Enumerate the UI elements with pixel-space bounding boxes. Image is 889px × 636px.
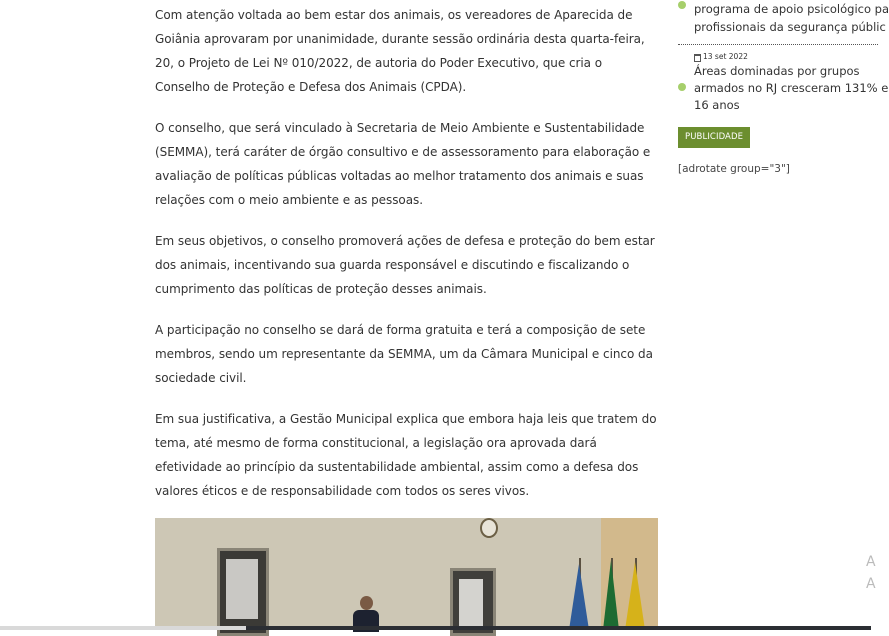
bottom-scrollbar-thumb[interactable]: [246, 626, 871, 630]
article-paragraph-3: Em seus objetivos, o conselho promoverá ações de defesa e proteção do bem estar dos animais, incentivando sua guarda responsável e discutindo e fiscalizando o cumprimento das políticas de proteção desses animais.: [155, 234, 655, 296]
edge-glyph: A: [866, 554, 876, 570]
photo-door-left: [217, 548, 269, 636]
news-title-line[interactable]: armados no RJ cresceram 131% e: [694, 81, 889, 95]
photo-speaker: [353, 596, 379, 630]
news-title-line[interactable]: Áreas dominadas por grupos: [694, 64, 860, 78]
bullet-dot-icon: [678, 1, 686, 9]
article-paragraph-2: O conselho, que será vinculado à Secretaria de Meio Ambiente e Sustentabilidade (SEMMA), terá caráter de órgão consultivo e de assessoramento para elaboração e avaliação de políticas públicas voltadas ao melhor tratamento dos animais e suas relações com o meio ambiente e as pessoas.: [155, 121, 651, 207]
clock-icon: [480, 518, 498, 538]
news-title-line[interactable]: programa de apoio psicológico pa: [694, 2, 889, 16]
article-body: [155, 3, 660, 520]
city-flag-icon: [625, 562, 645, 630]
goias-flag-icon: [569, 564, 589, 630]
news-item[interactable]: [678, 51, 888, 114]
news-item[interactable]: [678, 0, 889, 36]
calendar-icon: [694, 54, 701, 62]
news-title-line[interactable]: 16 anos: [694, 98, 740, 112]
article-paragraph-1: Com atenção voltada ao bem estar dos animais, os vereadores de Aparecida de Goiânia aprovaram por unanimidade, durante sessão ordinária desta quarta-feira, 20, o Projeto de Lei Nº 010/2022, de autoria do Poder Executivo, que cria o Conselho de Proteção e Defesa dos Animais (CPDA).: [155, 8, 645, 94]
publicidade-badge: PUBLICIDADE: [678, 127, 750, 148]
article-paragraph-4: A participação no conselho se dará de forma gratuita e terá a composição de sete membros, sendo um representante da SEMMA, um da Câmara Municipal e cinco da sociedade civil.: [155, 323, 653, 385]
news-date: [694, 51, 888, 63]
news-title-line[interactable]: profissionais da segurança públic: [694, 20, 886, 34]
edge-glyph: A: [866, 576, 876, 592]
article-photo[interactable]: [155, 518, 658, 630]
adrotate-shortcode: [adrotate group="3"]: [678, 163, 790, 175]
bullet-dot-icon: [678, 83, 686, 91]
news-divider: [678, 44, 878, 45]
article-paragraph-5: Em sua justificativa, a Gestão Municipal explica que embora haja leis que tratem do tema, até mesmo de forma constitucional, a legislação ora aprovada dará efetividade ao princípio da sustentabilidade ambiental, assim como a defesa dos valores éticos e de responsabilidade com todos os seres vivos.: [155, 412, 657, 498]
brazil-flag-icon: [603, 560, 619, 630]
news-date-text: 13 set 2022: [703, 52, 748, 61]
